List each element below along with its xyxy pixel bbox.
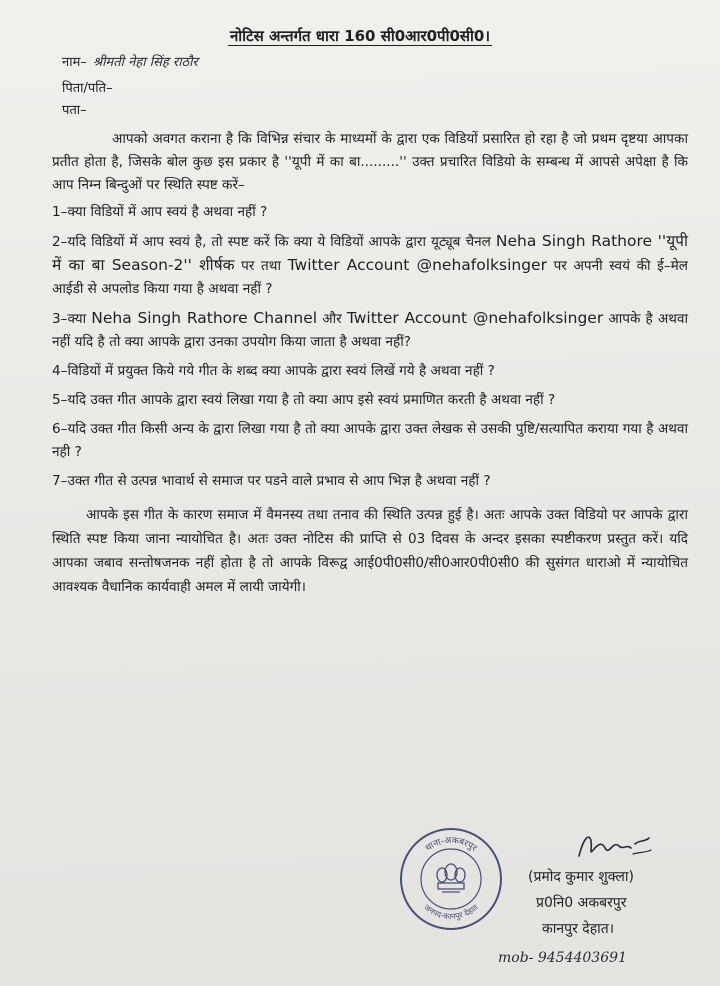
question-7: 7–उक्त गीत से उत्पन्न भावार्थ से समाज पर पडने वाले प्रभाव से आप भिज्ञ है अथवा नहीं ?: [52, 473, 491, 489]
name-label: नाम–: [62, 55, 87, 70]
stamp-top-text: थाना-अकबरपुर: [423, 835, 479, 854]
question-3-twitter: Twitter Account @nehafolksinger: [346, 309, 604, 327]
signatory-designation: प्र0नि0 अकबरपुर: [536, 895, 627, 911]
question-3-channel: Neha Singh Rathore Channel: [91, 309, 318, 327]
question-3-part-a: 3–क्या: [52, 311, 87, 327]
question-2-channel: Neha Singh Rathore ''यूपी में का बा Season-2'' शीर्षक: [52, 232, 689, 274]
question-2-part-c: पर अपनी स्वयं की ई–मेल आईडी से अपलोड किया गया है अथवा नहीं ?: [52, 258, 688, 297]
notice-title-text: नोटिस अन्तर्गत धारा 160 सी0आर0पी0सी0।: [229, 27, 491, 45]
signatory-block: [528, 864, 634, 942]
question-6: 6–यदि उक्त गीत किसी अन्य के द्वारा लिखा गया है तो क्या आपके द्वारा उक्त लेखक से उसकी पुष्टि/सत्यापित कराया गया है अथवा नही ?: [52, 421, 688, 460]
question-3-and: और: [322, 311, 342, 327]
address-label: पता–: [62, 103, 87, 118]
name-field: [62, 52, 198, 70]
question-4: 4–विडियों में प्रयुक्त किये गये गीत के शब्द क्या आपके द्वारा स्वयं लिखें गये है अथवा नहीं ?: [52, 363, 495, 379]
question-2-part-b: पर तथा: [241, 258, 282, 274]
father-label: पिता/पति–: [62, 81, 113, 96]
question-2-part-a: 2–यदि विडियों में आप स्वयं है, तो स्पष्ट करें कि क्या ये विडियों आपके द्वारा यूट्यूब चैनल: [52, 234, 491, 250]
signatory-district: कानपुर देहात।: [542, 921, 615, 937]
svg-text:जनपद-कानपुर देहात: [422, 903, 480, 922]
notice-body: [52, 128, 688, 603]
signatory-name: (प्रमोद कुमार शुक्ला): [528, 869, 634, 885]
handwritten-signature: [575, 826, 655, 866]
closing-paragraph: आपके इस गीत के कारण समाज में वैमनस्य तथा तनाव की स्थिति उत्पन्न हुई है। अतः आपके उक्त विडियो पर आपके द्वारा स्थिति स्पष्ट किया जाना न्यायोचित है। अतः उक्त नोटिस की प्राप्ति से 03 दिवस के अन्दर इसका स्पष्टीकरण प्रस्तुत करें। यदि आपका जबाव सन्तोषजनक नहीं होता है तो आपके विरूद्व आई0पी0सी0/सी0आर0पी0सी0 की सुसंगत धाराओ में न्यायोचित आवश्यक वैधानिक कार्यवाही अमल में लायी जायेगी।: [52, 507, 688, 595]
question-3: [52, 307, 688, 354]
emblem-icon: [437, 864, 465, 892]
svg-text:थाना-अकबरपुर: [424, 836, 479, 854]
question-1: 1–क्या विडियों में आप स्वयं है अथवा नहीं ?: [52, 204, 268, 220]
question-5: 5–यदि उक्त गीत आपके द्वारा स्वयं लिखा गया है तो क्या आप इसे स्वयं प्रमाणित करती है अथवा नहीं ?: [52, 392, 556, 408]
address-field: [62, 100, 87, 118]
question-3-part-b: आपके है अथवा नहीं यदि है तो क्या आपके द्वारा उनका उपयोग किया जाता है अथवा नहीं?: [52, 311, 689, 350]
question-2: [52, 230, 688, 301]
stamp-bottom-text: जनपद-कानपुर देहात: [422, 902, 480, 922]
notice-title: [0, 26, 720, 46]
father-field: [62, 78, 113, 96]
police-station-stamp: [398, 826, 504, 932]
mobile-number: mob- 9454403691: [498, 950, 627, 966]
intro-paragraph: आपको अवगत कराना है कि विभिन्न संचार के माध्यमों के द्वारा एक विडियों प्रसारित हो रहा है जो प्रथम दृष्टया आपका प्रतीत होता है, जिसके बोल कुछ इस प्रकार है ''यूपी में का बा.........'' उक्त प्रचारित विडियो के सम्बन्ध में आपसे अपेक्षा है कि आप निम्न बिन्दुओं पर स्थिति स्पष्ट करें–: [52, 131, 688, 193]
question-2-twitter: Twitter Account @nehafolksinger: [287, 256, 547, 274]
name-handwritten-value: श्रीमती नेहा सिंह राठौर: [92, 55, 198, 70]
